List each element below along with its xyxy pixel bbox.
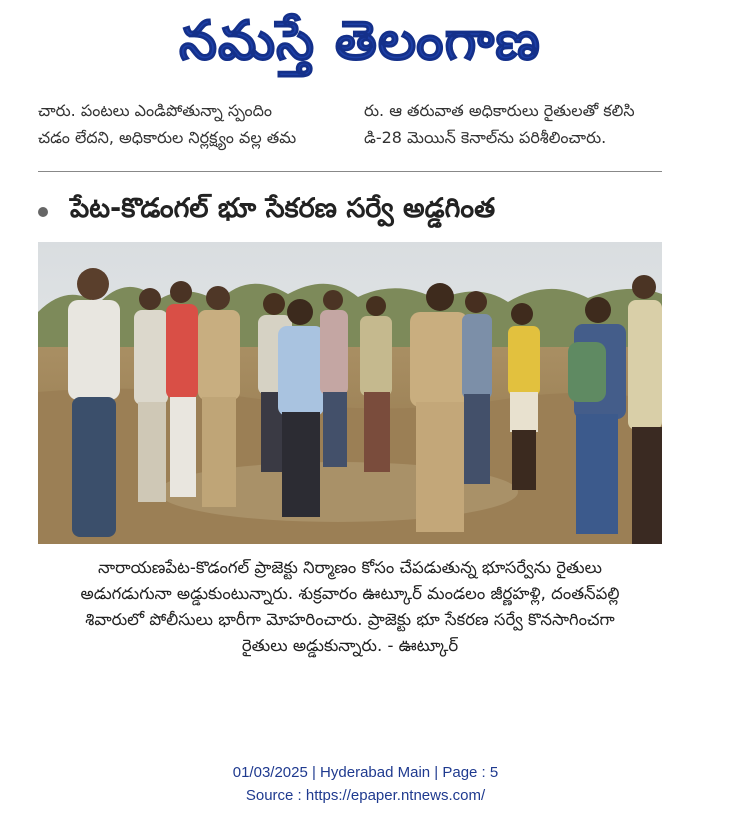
caption-line: రైతులు అడ్డుకున్నారు. - ఊట్కూర్ [241,636,459,655]
caption-line: నారాయణపేట-కొడంగల్ ప్రాజెక్టు నిర్మాణం కోసం చేపడుతున్న భూసర్వేను రైతులు [97,558,603,577]
caption-line: శివారులో పోలీసులు భారీగా మోహరించారు. ప్రాజెక్టు భూ సేకరణ సర్వే కొనసాగించగా [85,610,615,629]
footer-edition-info: 01/03/2025 | Hyderabad Main | Page : 5 [232,764,499,781]
footer-source: Source : https://epaper.ntnews.com/ [245,787,486,804]
masthead-title: నమస్తే తెలంగాణ [179,9,541,72]
section-divider [38,171,662,172]
article-text-line: చడం లేదని, అధికారుల నిర్లక్ష్యం వల్ల తమ [38,128,297,147]
headline [38,193,495,231]
news-photo [38,242,662,544]
article-text-line: చారు. పంటలు ఎండిపోతున్నా స్పందిం [38,101,272,120]
field-survey-photo [38,242,662,544]
caption-line: అడుగడుగునా అడ్డుకుంటున్నారు. శుక్రవారం ఊట్కూర్ మండలం జీర్ణహళ్లి, దంతన్‌పల్లి [80,584,620,603]
bullet-icon [38,207,48,217]
article-left-column [38,97,343,151]
article-right-column [364,97,664,151]
photo-caption [38,555,662,659]
article-text-line: డి-28 మెయిన్ కెనాల్‌ను పరిశీలించారు. [364,128,607,147]
masthead [150,2,570,80]
headline-text: పేట-కొడంగల్ భూ సేకరణ సర్వే అడ్డగింత [70,193,496,224]
article-text-line: రు. ఆ తరువాత అధికారులు రైతులతో కలిసి [364,101,635,120]
